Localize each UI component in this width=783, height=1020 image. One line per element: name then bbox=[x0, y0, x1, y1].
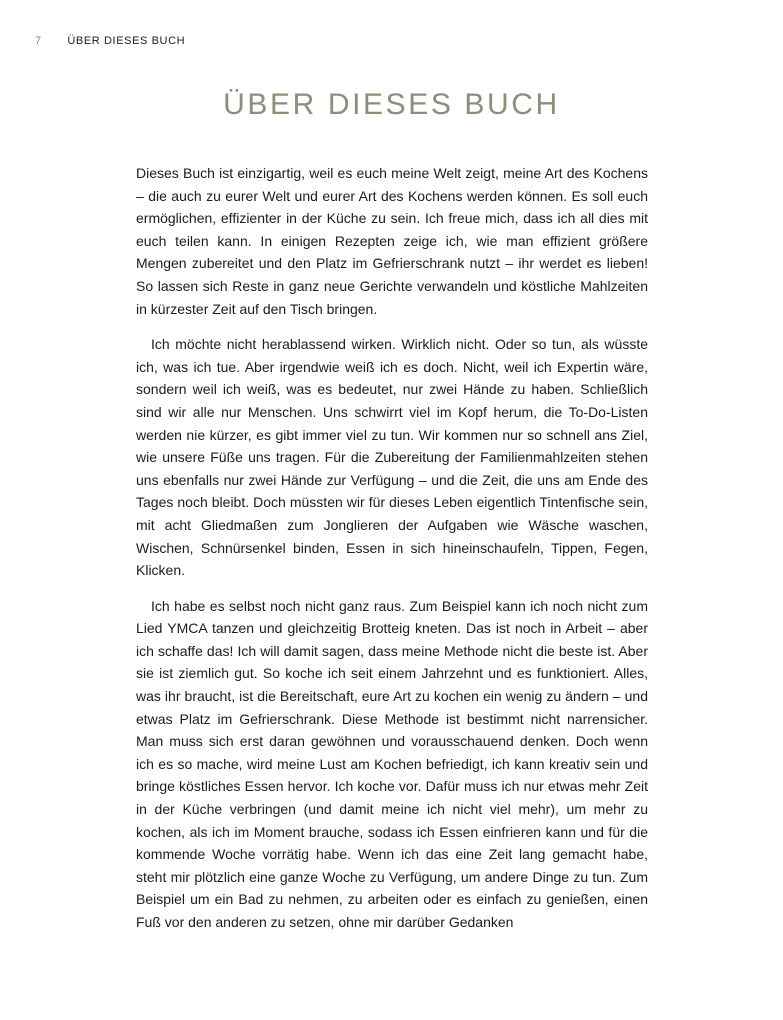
running-header bbox=[35, 35, 185, 47]
body-text bbox=[136, 162, 648, 947]
paragraph-3: Ich habe es selbst noch nicht ganz raus. Zum Beispiel kann ich noch nicht zum Lied YMCA tanzen und gleichzeitig Brotteig kneten. Das ist noch in Arbeit – aber ich schaffe das! Ich will damit sagen, dass meine Methode nicht die beste ist. Aber sie ist ziemlich gut. So koche ich seit einem Jahrzehnt und es funktioniert. Alles, was ihr braucht, ist die Bereitschaft, eure Art zu kochen ein wenig zu ändern – und etwas Platz im Gefrierschrank. Diese Methode ist bestimmt nicht narrensicher. Man muss sich erst daran gewöhnen und vorausschauend denken. Doch wenn ich es so mache, wird meine Lust am Kochen befriedigt, ich kann kreativ sein und bringe köstliches Essen hervor. Ich koche vor. Dafür muss ich nur etwas mehr Zeit in der Küche verbringen (und damit meine ich nicht viel mehr), um mehr zu kochen, als ich im Moment brauche, sodass ich Essen einfrieren kann und für die kommende Woche vorrätig habe. Wenn ich das eine Zeit lang gemacht habe, steht mir plötzlich eine ganze Woche zu Verfügung, um andere Dinge zu tun. Zum Beispiel um ein Bad zu nehmen, zu arbeiten oder es einfach zu genießen, einen Fuß vor den anderen zu setzen, ohne mir darüber Gedanken bbox=[136, 597, 648, 930]
page-title: ÜBER DIESES BUCH bbox=[223, 88, 560, 121]
running-title: ÜBER DIESES BUCH bbox=[67, 35, 186, 47]
page-number: 7 bbox=[35, 35, 42, 47]
paragraph-1: Dieses Buch ist einzigartig, weil es euch meine Welt zeigt, meine Art des Kochens – die auch zu eurer Welt und eurer Art des Kochens werden können. Es soll euch ermöglichen, effizienter in der Küche zu sein. Ich freue mich, dass ich all dies mit euch teilen kann. In einigen Rezepten zeige ich, wie man effizient größere Mengen zubereitet und den Platz im Gefrierschrank nutzt – ihr werdet es lieben! So lassen sich Reste in ganz neue Gerichte verwandeln und köstliche Mahlzeiten in kürzester Zeit auf den Tisch bringen. bbox=[136, 165, 648, 317]
paragraph-2: Ich möchte nicht herablassend wirken. Wirklich nicht. Oder so tun, als wüsste ich, was ich tue. Aber irgendwie weiß ich es doch. Nicht, weil ich Expertin wäre, sondern weil ich weiß, was es bedeutet, nur zwei Hände zu haben. Schließlich sind wir alle nur Menschen. Uns schwirrt viel im Kopf herum, die To-Do-Listen werden nie kürzer, es gibt immer viel zu tun. Wir kommen nur so schnell ans Ziel, wie unsere Füße uns tragen. Für die Zubereitung der Familienmahlzeiten stehen uns ebenfalls nur zwei Hände zur Verfügung – und die Zeit, die uns am Ende des Tages noch bleibt. Doch müssten wir für dieses Leben eigentlich Tintenfische sein, mit acht Gliedmaßen zum Jonglieren der Aufgaben wie Wäsche waschen, Wischen, Schnürsenkel binden, Essen in sich hineinschaufeln, Tippen, Fegen, Klicken. bbox=[136, 336, 648, 579]
